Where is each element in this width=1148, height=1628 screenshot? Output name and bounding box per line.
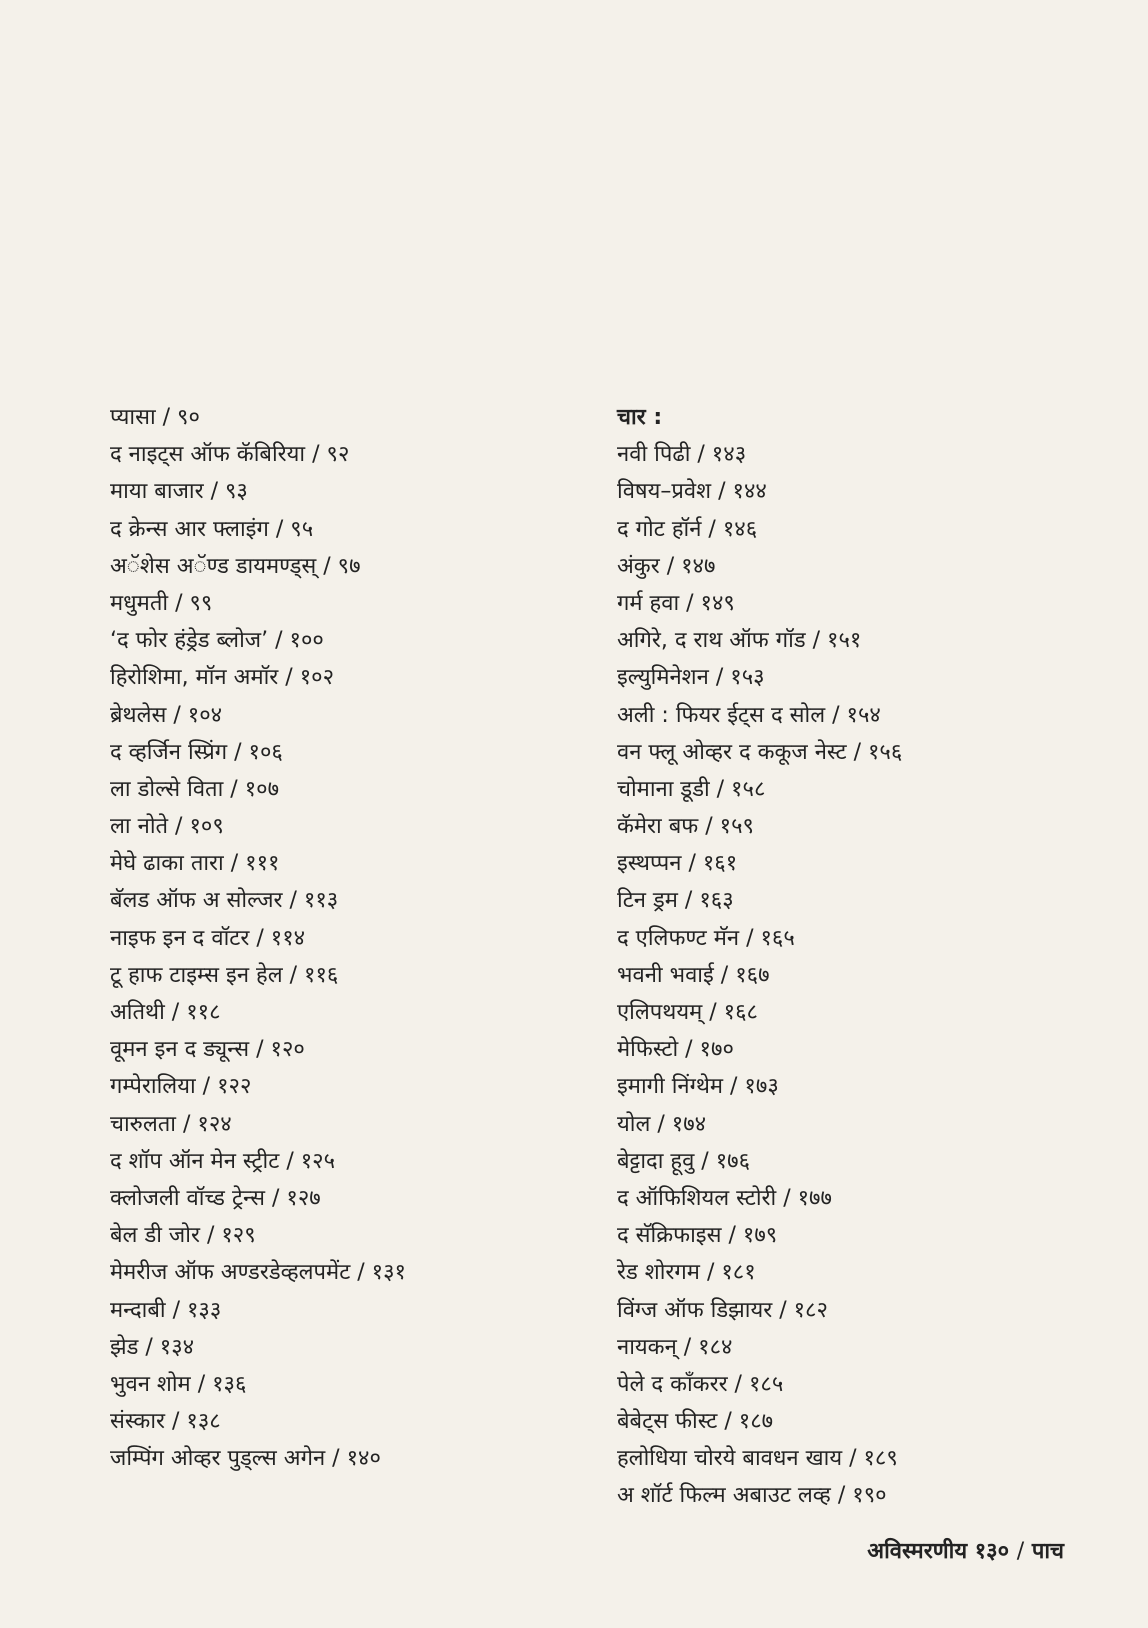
contents-entry: प्यासा / ९० xyxy=(110,405,200,430)
contents-entry: द एलिफण्ट मॅन / १६५ xyxy=(617,925,795,951)
contents-entry: नायकन् / १८४ xyxy=(617,1334,733,1360)
contents-entry: अतिथी / ११८ xyxy=(110,1000,221,1025)
contents-entry: द ऑफिशियल स्टोरी / १७७ xyxy=(617,1185,832,1211)
contents-entry: नवी पिढी / १४३ xyxy=(617,442,747,468)
contents-entry: मेमरीज ऑफ अण्डरडेव्हलपमेंट / १३१ xyxy=(110,1260,406,1286)
contents-entry: द गोट हॉर्न / १४६ xyxy=(617,516,758,542)
contents-entry: झेड / १३४ xyxy=(110,1334,195,1360)
footer-separator: / xyxy=(1016,1539,1025,1564)
contents-entry: द नाइट्स ऑफ कॅबिरिया / ९२ xyxy=(110,442,350,468)
contents-entry: एलिपथयम् / १६८ xyxy=(617,1000,758,1025)
contents-entry: मधुमती / ९९ xyxy=(110,590,213,616)
contents-entry: इमागी निंग्थेम / १७३ xyxy=(617,1074,779,1100)
contents-entry: क्लोजली वॉच्ड ट्रेन्स / १२७ xyxy=(110,1185,321,1211)
contents-right-column xyxy=(617,399,1117,1515)
contents-entry: चोमाना डूडी / १५८ xyxy=(617,776,766,802)
contents-entry: पेले द कॉंकरर / १८५ xyxy=(617,1371,784,1397)
contents-entry: ला डोल्से विता / १०७ xyxy=(110,776,280,802)
contents-entry: द व्हर्जिन स्प्रिंग / १०६ xyxy=(110,739,283,765)
contents-entry: विषय–प्रवेश / १४४ xyxy=(617,479,767,505)
contents-entry: ब्रेथलेस / १०४ xyxy=(110,702,223,728)
contents-entry: भवनी भवाई / १६७ xyxy=(617,962,770,988)
contents-entry: इस्थप्पन / १६१ xyxy=(617,851,738,877)
contents-entry: हिरोशिमा, मॉन अमॉर / १०२ xyxy=(110,665,335,691)
contents-entry: ‘द फोर हंड्रेड ब्लोज’ / १०० xyxy=(110,628,324,654)
contents-entry: द शॉप ऑन मेन स्ट्रीट / १२५ xyxy=(110,1148,336,1174)
contents-entry: भुवन शोम / १३६ xyxy=(110,1371,247,1397)
contents-entry: मेफिस्टो / १७० xyxy=(617,1037,734,1063)
contents-entry: टू हाफ टाइम्स इन हेल / ११६ xyxy=(110,962,339,988)
contents-entry: हलोधिया चोरये बावधन खाय / १८९ xyxy=(617,1446,898,1472)
contents-entry: बेबेट्स फीस्ट / १८७ xyxy=(617,1409,774,1435)
contents-entry: विंग्ज ऑफ डिझायर / १८२ xyxy=(617,1297,828,1323)
contents-entry: ला नोते / १०९ xyxy=(110,814,224,840)
contents-entry: चारुलता / १२४ xyxy=(110,1111,232,1137)
contents-entry: संस्कार / १३८ xyxy=(110,1409,221,1435)
contents-entry: अंकुर / १४७ xyxy=(617,553,716,579)
contents-entry: गम्पेरालिया / १२२ xyxy=(110,1074,252,1100)
contents-entry: द सॅक्रिफाइस / १७९ xyxy=(617,1223,778,1249)
contents-entry: बेल डी जोर / १२९ xyxy=(110,1223,256,1249)
contents-entry: माया बाजार / ९३ xyxy=(110,479,248,505)
contents-entry: कॅमेरा बफ / १५९ xyxy=(617,814,754,840)
contents-entry: वूमन इन द ड्यून्स / १२० xyxy=(110,1037,305,1063)
contents-entry: गर्म हवा / १४९ xyxy=(617,590,735,616)
contents-entry: वन फ्लू ओव्हर द ककूज नेस्ट / १५६ xyxy=(617,739,903,765)
contents-entry: मन्दाबी / १३३ xyxy=(110,1297,222,1323)
contents-entry: रेड शोरगम / १८१ xyxy=(617,1260,756,1286)
contents-entry: अ शॉर्ट फिल्म अबाउट लव्ह / १९० xyxy=(617,1483,887,1509)
contents-left-column xyxy=(110,399,580,1477)
contents-entry: अगिरे, द राथ ऑफ गॉड / १५१ xyxy=(617,628,862,654)
contents-entry: टिन ड्रम / १६३ xyxy=(617,888,734,914)
section-heading: चार : xyxy=(617,405,663,430)
book-title: अविस्मरणीय १३० xyxy=(867,1539,1010,1564)
contents-entry: अॅशेस अॅण्ड डायमण्ड्स् / ९७ xyxy=(110,553,361,579)
contents-entry: बेट्टादा हूवु / १७६ xyxy=(617,1148,751,1174)
contents-entry: योल / १७४ xyxy=(617,1111,707,1137)
page-footer xyxy=(867,1535,1064,1565)
contents-entry: नाइफ इन द वॉटर / ११४ xyxy=(110,925,306,951)
page-number: पाच xyxy=(1031,1539,1064,1564)
contents-entry: द क्रेन्स आर फ्लाइंग / ९५ xyxy=(110,516,314,542)
contents-entry: अली : फियर ईट्स द सोल / १५४ xyxy=(617,702,881,728)
contents-entry: मेघे ढाका तारा / १११ xyxy=(110,851,280,877)
contents-entry: बॅलड ऑफ अ सोल्जर / ११३ xyxy=(110,888,339,914)
contents-entry: जम्पिंग ओव्हर पुड्ल्स अगेन / १४० xyxy=(110,1446,381,1472)
contents-entry: इल्युमिनेशन / १५३ xyxy=(617,665,765,691)
